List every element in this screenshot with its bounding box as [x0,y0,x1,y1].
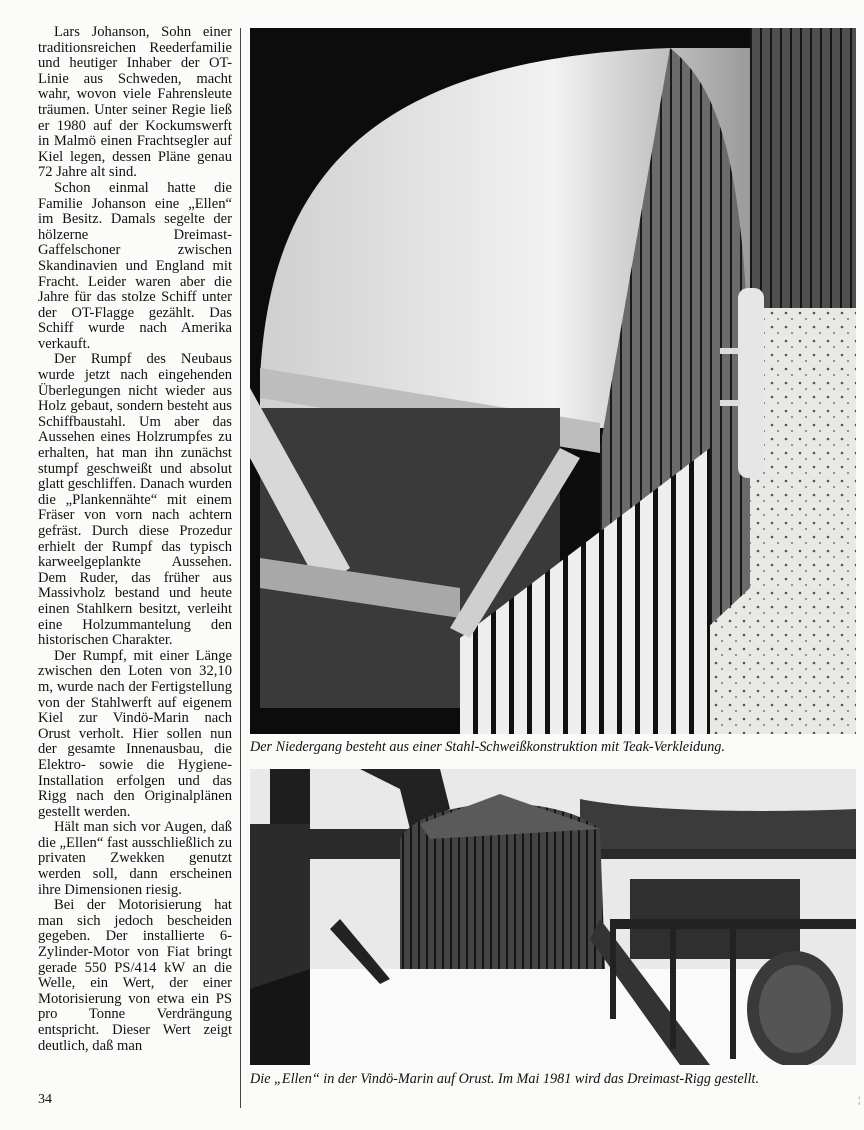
paragraph-2: Schon einmal hatte die Familie Johanson eine „Ellen“ im Besitz. Damals segelte der hölzerne Dreimast-Gaffelschoner zwischen Skandinavien und England mit Fracht. Leider waren aber die Jahre für das stolze Schiff unter der OT-Flagge gezählt. Das Schiff wurde nach Amerika verkauft. [38,179,232,352]
caption-photo-2: Die „Ellen“ in der Vindö-Marin auf Orust. Im Mai 1981 wird das Dreimast-Rigg gestellt. [250,1071,760,1087]
paragraph-1: Lars Johanson, Sohn einer traditionsreichen Reederfamilie und heutiger Inhaber der OT-Linie aus Schweden, macht wahr, wovon viele Fahrensleute träumen. Unter seiner Regie ließ er 1980 auf der Kockumswerft in Malmö einen Frachtsegler auf Kiel legen, dessen Pläne genau 72 Jahre alt sind. [38,24,232,181]
column-divider [240,28,241,1108]
photo-companionway [250,28,856,734]
paragraph-3: Der Rumpf des Neubaus wurde jetzt nach eingehenden Überlegungen nicht wieder aus Holz gebaut, sondern besteht aus Schiffbaustahl. Um aber das Aussehen eines Holzrumpfes zu erhalten, hat man ihn zunächst stumpf geschweißt und absolut glatt geschliffen. Danach wurden die „Plankennähte“ mit einem Fräser von vorn nach achtern gefräst. Durch diese Prozedur erhielt der Rumpf das typisch karweelgeplankte Aussehen. Dem Ruder, das früher aus Massivholz bestand und heute einen Stahlkern besitzt, verleiht eine Holzummantelung den historischen Charakter. [38,351,232,649]
edge-mark: ¦ [858,1095,860,1105]
paragraph-4: Der Rumpf, mit einer Länge zwischen den Loten von 32,10 m, wurde nach der Fertigstellung von der Stahlwerft auf eigenem Kiel zur Vindö-Marin nach Orust verholt. Hier sollen nun der gesamte Innenausbau, die Elektro- sowie die Hygiene-Installation erfolgen und das Rigg nach den Originalplänen gestellt werden. [38,647,232,820]
page-number: 34 [38,1092,52,1107]
photo-hull-marina [250,769,856,1065]
paragraph-6: Bei der Motorisierung hat man sich jedoch bescheiden gegeben. Der installierte 6-Zylinder-Motor von Fiat bringt gerade 550 PS/414 kW an die Welle, ein Wert, der einer Motorisierung von etwa ein PS pro Tonne Verdrängung entspricht. Dieser Wert zeigt deutlich, daß man [38,897,232,1054]
article-text-column [38,25,232,1054]
caption-photo-1: Der Niedergang besteht aus einer Stahl-Schweißkonstruktion mit Teak-Verkleidung. [250,739,725,755]
paragraph-5: Hält man sich vor Augen, daß die „Ellen“ fast ausschließlich zu privaten Zwekken genutzt werden soll, dann erscheinen ihre Dimensionen riesig. [38,819,232,898]
